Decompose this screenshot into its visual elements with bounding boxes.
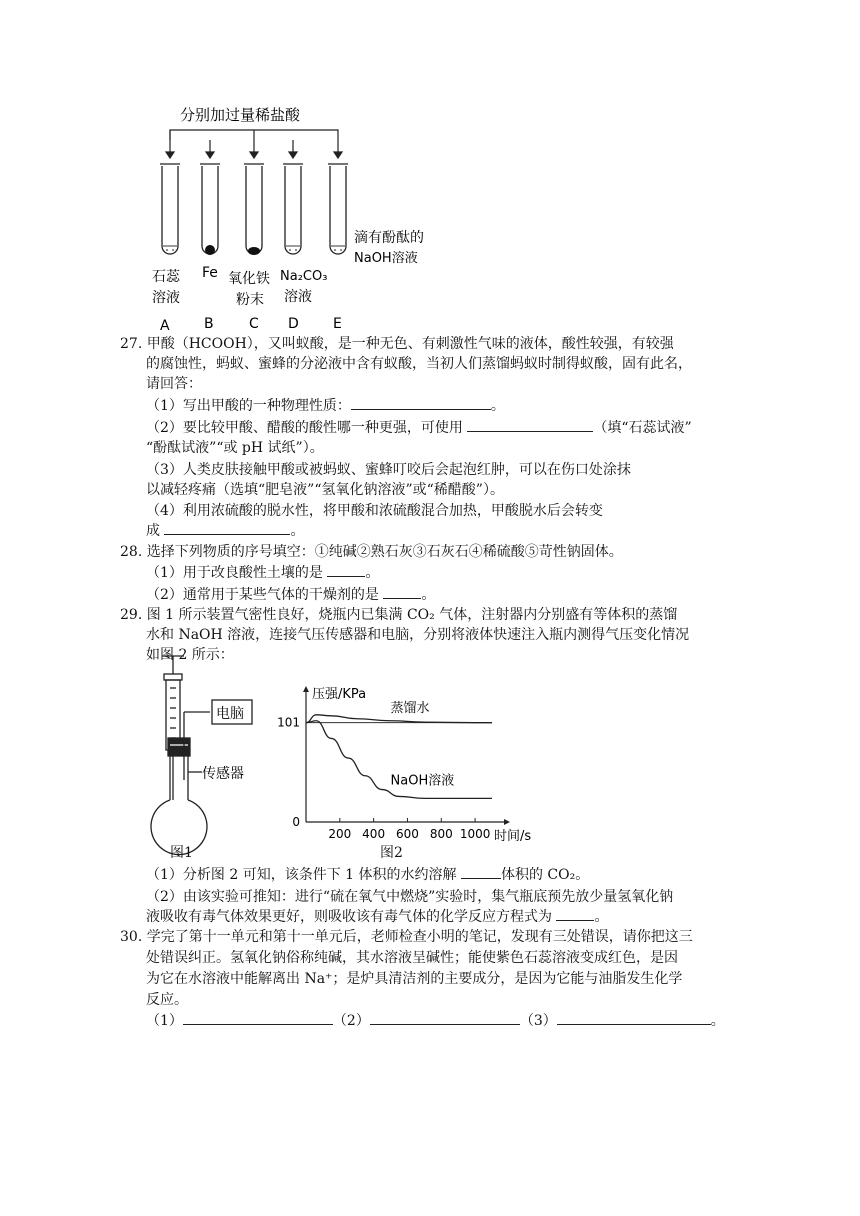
q27-line-1: [120, 333, 674, 355]
q29-number: 29.: [120, 607, 143, 623]
q27-answer-blank-4[interactable]: [164, 520, 290, 535]
q30-answer-blank-2[interactable]: [370, 1010, 520, 1025]
fig1-computer-label: 电脑: [216, 706, 244, 722]
q27-part-2-text: （2）要比较甲酸、醋酸的酸性哪一种更强，可使用: [146, 420, 463, 436]
q28-line-1: [120, 541, 623, 563]
q28-part-2-end: 。: [421, 587, 436, 603]
q27-part-2: [146, 417, 692, 439]
y-axis-label: 压强/KPa: [312, 687, 367, 702]
q29-text-1: 图 1 所示装置气密性良好，烧瓶内已集满 CO₂ 气体，注射器内分别盛有等体积的蒸馏: [146, 607, 678, 623]
q27-part-3a: （3）人类皮肤接触甲酸或被蚂蚁、蜜蜂叮咬后会起泡红肿，可以在伤口处涂抹: [146, 462, 631, 478]
tube-c-name-2: 粉末: [236, 292, 264, 308]
q28-part-1-text: （1）用于改良酸性土壤的是: [146, 565, 323, 581]
q29-part-2b-text: 液吸收有毒气体效果更好，则吸收该有毒气体的化学反应方程式为: [146, 909, 552, 925]
q27-answer-blank-2[interactable]: [467, 417, 593, 432]
q29-text-3: 如图 2 所示：: [146, 647, 234, 663]
q29-part-2a: （2）由该实验可推知：进行“硫在氧气中燃烧”实验时，集气瓶底预先放少量氢氧化钠: [146, 889, 674, 905]
q27-part-1-text: （1）写出甲酸的一种物理性质：: [146, 398, 351, 414]
tube-b-name-1: Fe: [202, 265, 218, 281]
q27-part-1: [146, 395, 505, 417]
x-axis-arrow: [504, 819, 510, 825]
tube-c-letter: C: [249, 316, 259, 332]
q30-number: 30.: [120, 929, 143, 945]
y-tick-label-101: 101: [277, 715, 300, 730]
q30-answer-blank-1[interactable]: [183, 1010, 333, 1025]
q27-text-2: 的腐蚀性，蚂蚁、蜜蜂的分泌液中含有蚁酸，当初人们蒸馏蚂蚁时制得蚁酸，固有此名，: [146, 356, 692, 372]
q27-part-4b: [146, 520, 304, 542]
q27-part-4a: （4）利用浓硫酸的脱水性，将甲酸和浓硫酸混合加热，甲酸脱水后会转变: [146, 503, 603, 519]
tube-a-letter: A: [160, 318, 170, 334]
q30-answer-end: 。: [710, 1013, 725, 1029]
q30-answer-3-label: （3）: [519, 1013, 557, 1029]
figure-2-chart: [277, 682, 542, 844]
x-tick-label-200: 200: [328, 827, 352, 841]
q30-text-3: 为它在水溶液中能解离出 Na⁺；是炉具清洁剂的主要成分，是因为它能与油脂发生化学: [146, 971, 683, 987]
tube-b-letter: B: [204, 316, 214, 332]
tubes-header: 分别加过量稀盐酸: [180, 106, 301, 124]
tube-e-letter: E: [333, 316, 342, 332]
x-tick-label-400: 400: [362, 827, 386, 841]
q29-part-1-text: （1）分析图 2 可知，该条件下 1 体积的水约溶解: [146, 867, 457, 883]
q29-answer-blank-2[interactable]: [556, 906, 594, 921]
q28-answer-blank-1[interactable]: [327, 562, 365, 577]
fig2-caption: 图2: [380, 845, 403, 861]
tube-d-name-1: Na₂CO₃: [280, 269, 328, 284]
q29-part-2b: [146, 906, 608, 928]
q27-part-2-end: （填“石蕊试液”: [593, 420, 692, 436]
q29-text-2: 水和 NaOH 溶液，连接气压传感器和电脑，分别将液体快速注入瓶内测得气压变化情况: [146, 627, 690, 643]
tubes-figure: [140, 96, 460, 336]
q28-part-2-text: （2）通常用于某些气体的干燥剂的是: [146, 587, 379, 603]
q29-answer-blank-1[interactable]: [461, 864, 501, 879]
q27-part-1-end: 。: [490, 398, 505, 414]
x-tick-label-600: 600: [396, 827, 419, 841]
series-label-1: NaOH溶液: [390, 773, 455, 789]
q27-text-1: 甲酸（HCOOH），又叫蚁酸，是一种无色、有刺激性气味的液体，酸性较强，有较强: [146, 336, 674, 352]
tube-c-name-1: 氧化铁: [228, 271, 270, 287]
q30-text-1: 学完了第十一单元和第十一单元后，老师检查小明的笔记，发现有三处错误，请你把这三: [146, 929, 693, 945]
q27-part-4-end: 。: [290, 523, 305, 539]
q29-line-1: [120, 604, 677, 626]
fig1-sensor-label: 传感器: [202, 766, 244, 782]
tube-d-name-2: 溶液: [284, 289, 312, 305]
q28-answer-blank-2[interactable]: [383, 584, 421, 599]
series-line-0: [306, 715, 492, 723]
q28-text-1: 选择下列物质的序号填空：①纯碱②熟石灰③石灰石④稀硫酸⑤苛性钠固体。: [146, 544, 623, 560]
q28-number: 28.: [120, 544, 143, 560]
q30-text-4: 反应。: [146, 992, 188, 1008]
q30-answer-1-label: （1）: [146, 1013, 183, 1029]
q30-answer-2-label: （2）: [332, 1013, 370, 1029]
tube-e-label-2: NaOH溶液: [354, 251, 418, 266]
q29-part-1-end: 体积的 CO₂。: [500, 867, 590, 883]
q29-part-1: [146, 864, 589, 886]
y-tick-label-0: 0: [292, 815, 300, 829]
q30-line-1: [120, 926, 693, 948]
q29-part-2-end: 。: [594, 909, 609, 925]
q27-answer-blank-1[interactable]: [351, 395, 491, 410]
q27-part-4b-text: 成: [146, 523, 160, 539]
tube-d-letter: D: [288, 316, 299, 332]
x-tick-label-800: 800: [429, 827, 453, 841]
x-tick-label-1000: 1000: [459, 827, 491, 841]
q28-part-1: [146, 562, 379, 584]
series-label-0: 蒸馏水: [390, 700, 430, 716]
y-axis-arrow: [303, 686, 309, 692]
q30-text-2: 处错误纠正。氢氧化钠俗称纯碱，其水溶液呈碱性；能使紫色石蕊溶液变成红色，是因: [146, 950, 678, 966]
q30-answer-blank-3[interactable]: [557, 1010, 711, 1025]
q27-number: 27.: [120, 336, 143, 352]
q28-part-2: [146, 584, 435, 606]
q27-part-3b: 以减轻疼痛（选填“肥皂液”“氢氧化钠溶液”或“稀醋酸”）。: [146, 482, 504, 498]
q27-part-2b: “酚酞试液”“或 pH 试纸”）。: [146, 440, 324, 456]
q30-answers: [146, 1010, 725, 1032]
fig1-caption: 图1: [170, 845, 193, 861]
tube-a-name-1: 石蕊: [152, 269, 180, 285]
q28-part-1-end: 。: [365, 565, 380, 581]
tube-e-label-1: 滴有酚酞的: [354, 230, 424, 246]
q27-text-3: 请回答：: [146, 376, 202, 392]
tube-a-name-2: 溶液: [152, 290, 180, 306]
figure-1-apparatus: [140, 650, 280, 866]
x-axis-label: 时间/s: [494, 829, 532, 844]
